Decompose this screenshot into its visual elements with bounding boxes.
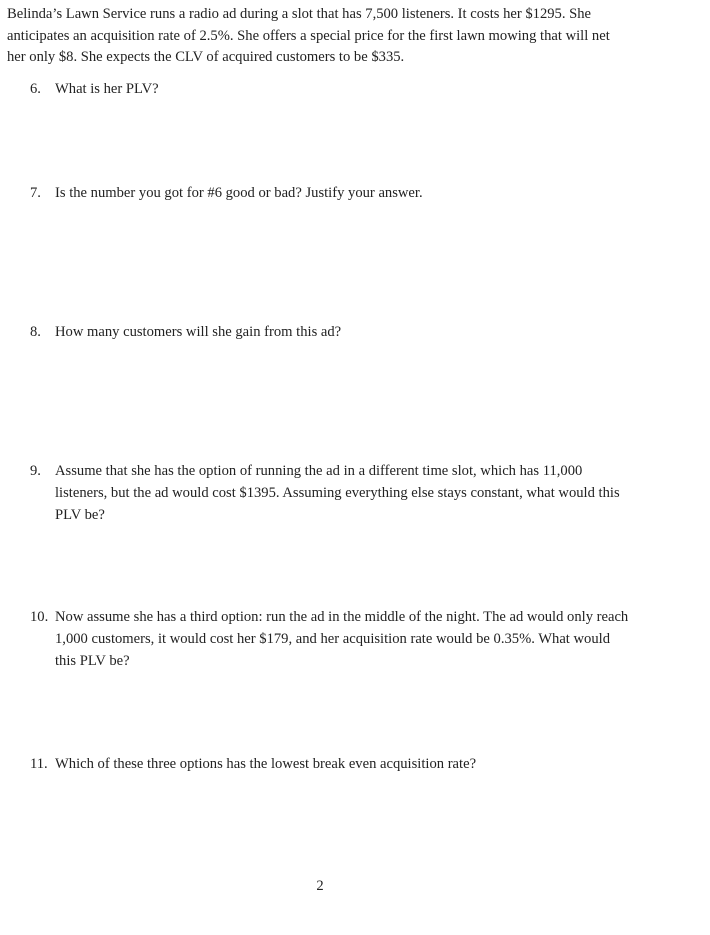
question-text: How many customers will she gain from this ad?: [55, 324, 342, 340]
question-number: 9.: [30, 463, 41, 479]
question-text: Now assume she has a third option: run the ad in the middle of the night. The ad would only reach 1,000 customers, it would cost her $179, and her acquisition rate would be 0.35%. What would this PLV be?: [55, 609, 629, 669]
question-number: 7.: [30, 185, 41, 201]
intro-paragraph: Belinda’s Lawn Service runs a radio ad during a slot that has 7,500 listeners. It costs her $1295. She anticipates an acquisition rate of 2.5%. She offers a special price for the first lawn mowing that will net her only $8. She expects the CLV of acquired customers to be $335.: [7, 6, 610, 65]
question-text: Assume that she has the option of running the ad in a different time slot, which has 11,000 listeners, but the ad would cost $1395. Assuming everything else stays constant, what would this PLV be?: [55, 463, 620, 523]
question-text: What is her PLV?: [55, 81, 159, 97]
question-7: [30, 183, 630, 205]
question-11: [30, 754, 630, 776]
question-text: Which of these three options has the lowest break even acquisition rate?: [55, 756, 477, 772]
question-10: [30, 607, 630, 672]
question-number: 10.: [30, 609, 49, 625]
question-number: 11.: [30, 756, 48, 772]
question-8: [30, 322, 630, 344]
question-9: [30, 461, 630, 526]
question-text: Is the number you got for #6 good or bad? Justify your answer.: [55, 185, 423, 201]
page-number: 2: [316, 878, 324, 894]
question-number: 8.: [30, 324, 41, 340]
question-6: [30, 79, 630, 101]
question-number: 6.: [30, 81, 41, 97]
